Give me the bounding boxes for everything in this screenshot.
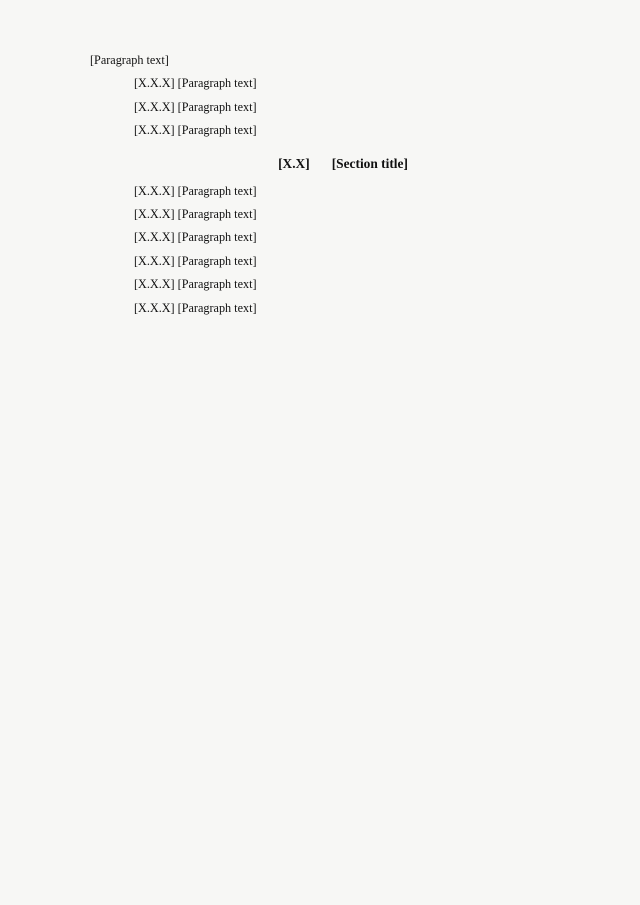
paragraphs-before bbox=[90, 75, 596, 139]
paragraphs-after bbox=[90, 183, 596, 317]
paragraph-[X.X.X] bbox=[90, 276, 596, 293]
paragraph-text: [Paragraph text] bbox=[177, 207, 257, 222]
paragraph-text: [Paragraph text] bbox=[177, 300, 257, 315]
paragraph-text: [Paragraph text] bbox=[177, 253, 257, 268]
paragraph-[X.X.X] bbox=[90, 300, 596, 317]
paragraph-[X.X.X] bbox=[90, 253, 596, 270]
paragraph-number: [X.X.X] bbox=[134, 99, 175, 114]
paragraph-number: [X.X.X] bbox=[134, 183, 175, 198]
paragraph-[X.X.X] bbox=[90, 229, 596, 246]
paragraph-[X.X.X] bbox=[90, 122, 596, 139]
paragraph-text: [Paragraph text] bbox=[177, 277, 257, 292]
paragraph-number: [X.X.X] bbox=[134, 277, 175, 292]
section-heading bbox=[90, 154, 596, 173]
intro-paragraph: [Paragraph text] bbox=[90, 53, 169, 67]
paragraph-text: [Paragraph text] bbox=[177, 76, 257, 91]
section-title: [Section title] bbox=[331, 155, 408, 171]
paragraph-[X.X.X] bbox=[90, 75, 596, 92]
paragraph-number: [X.X.X] bbox=[134, 300, 175, 315]
paragraph-number: [X.X.X] bbox=[134, 123, 175, 138]
paragraph-[X.X.X] bbox=[90, 183, 596, 200]
paragraph-text: [Paragraph text] bbox=[177, 99, 257, 114]
paragraph-text: [Paragraph text] bbox=[177, 230, 257, 245]
paragraph-text: [Paragraph text] bbox=[177, 123, 257, 138]
paragraph-number: [X.X.X] bbox=[134, 207, 175, 222]
paragraph-number: [X.X.X] bbox=[134, 76, 175, 91]
paragraph-[X.X.X] bbox=[90, 99, 596, 116]
paragraph-text: [Paragraph text] bbox=[177, 183, 257, 198]
section-number: [X.X] bbox=[278, 155, 310, 171]
paragraph-number: [X.X.X] bbox=[134, 230, 175, 245]
paragraph-[X.X.X] bbox=[90, 206, 596, 223]
paragraph-number: [X.X.X] bbox=[134, 253, 175, 268]
